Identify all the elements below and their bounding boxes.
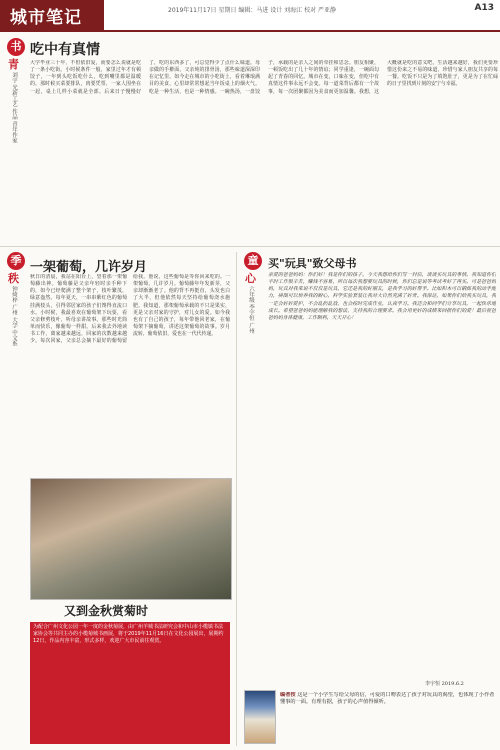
column-label-top: 青 <box>8 58 19 71</box>
photo-caption: 为配合广州文化公园一年一度的金秋菊展，由广州羊城书法研究会和中山市小榄镇书法家协会等共同主办的小榄菊城书画展，将于2019年11月16日在文化公园展出，展期约12日，作品内容丰富，形式多样，欢迎广大市民前往观赏。 <box>30 622 230 744</box>
header-rule <box>0 30 500 32</box>
letter-body: 亲爱的爸爸妈妈：你们好！我是你们的孩子，今天我想给你们写一封信，谈谈买玩具的事情。我知道你们平时工作很辛苦，赚钱不容易，所以每次我想要玩具的时候，你们总是说等考试考好了再买。可是爸爸妈妈，玩具对我来说不仅仅是玩具，它还是我的好朋友，是我学习的好帮手。比如积木可以锻炼我的动手能力，拼图可以培养我的耐心，科学实验套装让我对大自然充满了好奇。我保证，如果你们给我买玩具，我一定会好好爱护，不会乱扔乱放，也会按时完成作业，认真学习。我还会和同学们分享玩具，一起快乐地成长。希望爸爸妈妈能理解我的想法，支持我的合理要求。我会用更好的成绩来回报你们的爱！最后祝爸爸妈妈身体健康，工作顺利，天天开心！ <box>268 272 496 321</box>
column-label-right: 心 <box>245 272 256 285</box>
editor-note-label: 编者按 <box>280 692 296 698</box>
issue-meta: 2019年11月17日 星期日 编辑：马进 设计 刘海江 校对 严亚静 <box>168 7 336 14</box>
editor-note <box>280 692 496 746</box>
column-badge-right: 童 <box>244 252 262 270</box>
author-column-right: 六年级 李宇恒 广州 <box>248 286 254 334</box>
article-title-left: 一架葡萄，几许岁月 <box>30 260 148 275</box>
author-column-top: 刘宇 光新工艺 作品 青年作家 <box>11 72 17 144</box>
photo-section-title: 又到金秋赏菊时 <box>64 604 149 618</box>
author-photo <box>244 690 276 744</box>
letter-signature: 李宇恒 2019.6.2 <box>425 681 464 687</box>
section-title: 城市笔记 <box>10 8 82 28</box>
page-header <box>0 0 500 30</box>
chrysanthemum-photo <box>30 478 232 600</box>
article-body-left: 秋日的清晨，我站在阳台上，望着那一架葡萄藤出神。葡萄藤是父亲年轻时亲手种下的，如今已经爬满了整个架子，枝叶繁茂，绿意盎然。每年夏天，一串串紫红色的葡萄挂满枝头，引得邻居家的孩子们馋得直流口水。小时候，我最喜欢在葡萄架下玩耍，看父亲修剪枝叶，听母亲讲故事。那些时光简单而快乐，像葡萄一样甜。后来我去外地读书工作，离家越来越远，回家的次数越来越少。每次回家，父亲总会摘下最好的葡萄留给我。他说，这些葡萄是等你回来吃的。一架葡萄，几许岁月。葡萄藤年年发新芽，父亲却渐渐老了。他的背不再挺直，头发也白了大半，但他依然每天坚持给葡萄浇水施肥。我知道，那架葡萄承载的不只是果实，更是父亲对家的守护，对儿女的爱。如今我也有了自己的孩子，每年带他回老家，在葡萄架下摘葡萄，讲述这架葡萄的故事。岁月流转，葡萄依旧，爱也在一代代传递。 <box>30 274 230 345</box>
article-title-right: 买"玩具"致父母书 <box>268 257 357 270</box>
page-number: A13 <box>474 3 494 13</box>
article-body-top: 大学毕业三十年，不但依旧爱，而要怎么说就是吃了一条小吃街。小时候条件一般，家里过年才有顿饺子，一年到头吃饭吃什么，吃到嘴里都是温暖的。那时候买菜要排队，肉要凭票，一家人围坐在一起，桌上几样小菜就是全部。后来日子慢慢好了，吃的东西多了，可总觉得少了点什么味道。母亲做的手擀面，父亲炖的排骨汤，那些味道深深印在记忆里。如今走在城市的小吃街上，看着琳琅满目的美食，心里却常常想起当年饭桌上的烟火气。吃是一种生活，也是一种情感。一碗热汤，一盘饺子，承载的是亲人之间的牵挂和思念。朋友相聚，一顿饭吃出了几十年的情谊；同学重逢，一碗面勾起了青春的回忆。城市在变，口味在变，但吃中有真情这件事永远不会变。每一道菜背后都有一个故事，每一次团聚都因为美食而更加温馨。我想，这大概就是吃的意义吧。生活越来越好，我们更要珍惜这份来之不易的味道，珍惜与家人朋友共享的每一餐。吃饭不只是为了填饱肚子，更是为了在忙碌的日子里找到片刻的安宁与幸福。 <box>30 60 498 95</box>
article-title-top: 吃中有真情 <box>30 42 100 58</box>
column-badge-left: 季 <box>7 252 25 270</box>
section-divider <box>0 246 500 247</box>
column-divider <box>236 252 237 746</box>
column-label-left: 秩 <box>8 272 19 285</box>
editor-note-text: 这是一个小学生写给父母的信，可爱的口吻表达了孩子对玩具的渴望，也体现了小作者懂事的一面。有理有据，孩子的心声值得倾听。 <box>280 692 495 706</box>
author-column-left: 钟绮梓 广州 大学 中文系 <box>11 286 17 347</box>
column-badge-top: 书 <box>7 38 25 56</box>
section-banner <box>0 0 104 30</box>
